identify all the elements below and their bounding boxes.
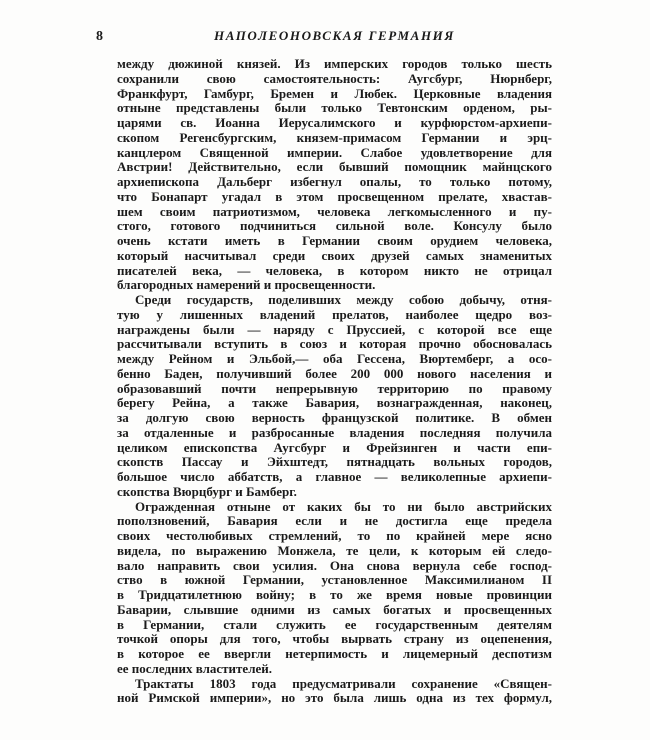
text-line: скопом Регенсбургским, князем-примасом Германии и эрц- <box>117 129 552 145</box>
text-line: скопства Вюрцбург и Бамберг. <box>117 483 297 499</box>
text-line: в Тридцатилетнюю войну; в то же время новые провинции <box>117 587 552 602</box>
text-line: большое число аббатств, а главное — великолепные архиепи- <box>117 469 552 484</box>
paragraph <box>117 500 552 677</box>
text-line: ее последних властителей. <box>117 660 272 676</box>
page-body <box>117 57 552 706</box>
text-line: Франкфурт, Гамбург, Бремен и Любек. Церковные владения <box>117 85 552 101</box>
paragraph <box>117 57 552 293</box>
paragraph <box>117 293 552 500</box>
running-head <box>96 28 552 46</box>
page-number: 8 <box>96 29 103 44</box>
text-line: в которое ее ввергли нетерпимость и лицемерный деспотизм <box>117 646 552 661</box>
text-line: образовавший почти непрерывную территорию по правому <box>117 380 552 396</box>
text-line: поползновений, Бавария если и не достигла еще предела <box>117 513 552 529</box>
text-line: стого, готового подчиниться сильной воле. Консулу было <box>117 218 552 234</box>
text-line: видела, по выражению Монжела, те цели, к которым ей следо- <box>117 542 552 558</box>
text-line: между Рейном и Эльбой,— оба Гессена, Вюртемберг, а осо- <box>117 351 552 366</box>
text-line: скопств Пассау и Эйхштедт, пятнадцать вольных городов, <box>117 454 552 470</box>
text-line: тую у лишенных владений прелатов, наиболее щедро воз- <box>117 306 552 322</box>
running-title: НАПОЛЕОНОВСКАЯ ГЕРМАНИЯ <box>214 28 455 43</box>
text-line: очень кстати иметь в Германии своим орудием человека, <box>117 233 552 248</box>
text-line: писателей века, — человека, в котором никто не отрицал <box>117 262 552 278</box>
text-line: Среди государств, поделивших между собою добычу, отня- <box>135 292 552 307</box>
text-line: Баварии, слывшие одними из самых богатых и просвещенных <box>117 601 552 617</box>
text-line: Огражденная отныне от каких бы то ни было австрийских <box>135 498 552 514</box>
text-line: который насчитывал среди своих друзей самых знаменитых <box>117 247 552 263</box>
text-line: Австрии! Действительно, если бывший помощник майнцского <box>117 159 552 175</box>
text-line: за долгую свою верность французской политике. В обмен <box>117 410 552 425</box>
text-line: своих честолюбивых стремлений, то по крайней мере ясно <box>117 528 552 543</box>
text-line: отныне представлены были только Тевтонским орденом, ры- <box>117 100 552 116</box>
text-line: вало направить свои усилия. Она снова вернула себе господ- <box>117 557 552 573</box>
text-line: ной Римской империи», но это была лишь одна из тех формул, <box>117 690 552 706</box>
text-line: благородных намерений и просвещенности. <box>117 277 376 293</box>
text-line: рассчитывали вступить в союз и которая прочно обосновалась <box>117 336 552 352</box>
text-line: что Бонапарт угадал в этом просвещенном прелате, хвастав- <box>117 188 552 204</box>
text-line: Трактаты 1803 года предусматривали сохранение «Священ- <box>135 675 552 691</box>
text-line: канцлером Священной империи. Слабое удовлетворение для <box>117 144 552 160</box>
text-line: сохранили свою самостоятельность: Аугсбург, Нюрнберг, <box>117 70 552 86</box>
text-line: между дюжиной князей. Из имперских городов только шесть <box>117 56 552 71</box>
text-line: ство в южной Германии, установленное Максимилианом II <box>117 572 552 588</box>
text-line: шем своим патриотизмом, человека легкомысленного и пу- <box>117 203 552 219</box>
text-line: точкой опоры для того, чтобы вырвать страну из оцепенения, <box>117 631 552 647</box>
text-line: бенно Баден, получивший более 200 000 нового населения и <box>117 365 552 381</box>
text-line: берегу Рейна, а также Бавария, вознагражденная, наконец, <box>117 395 552 411</box>
text-line: целиком епископства Аугсбург и Фрейзинген и части епи- <box>117 439 552 455</box>
text-line: за отдаленные и разбросанные владения последняя получила <box>117 424 552 440</box>
text-line: в Германии, стали служить ее государственным деятелям <box>117 616 552 632</box>
text-line: награждены были — наряду с Пруссией, с которой все еще <box>117 321 552 337</box>
paragraph <box>117 677 552 707</box>
text-line: архиепископа Дальберг избегнул опалы, то только потому, <box>117 174 552 189</box>
text-line: царями св. Иоанна Иерусалимского и курфюрстом-архиепи- <box>117 115 552 130</box>
